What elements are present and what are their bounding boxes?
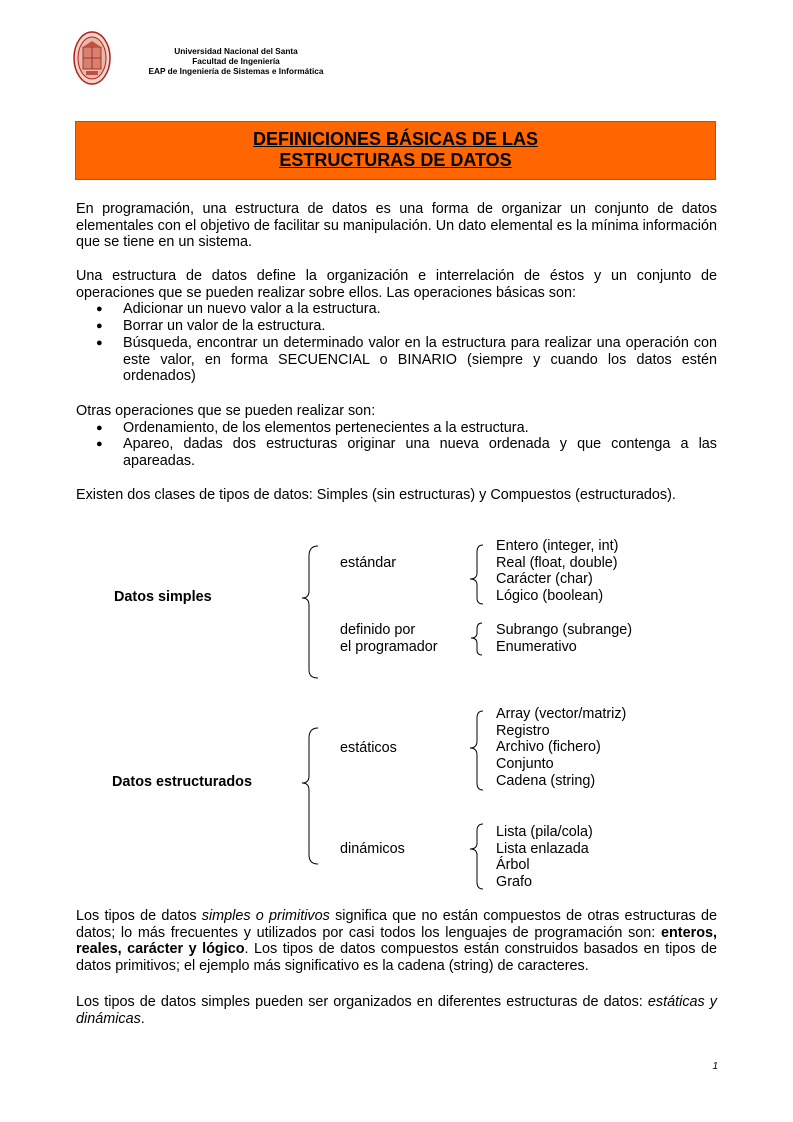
user-defined-types-list (496, 622, 632, 655)
label-user-defined-line-1: definido por (340, 622, 416, 638)
paragraph-primitive-types (76, 908, 717, 975)
label-static: estáticos (340, 740, 397, 756)
text-run: Los tipos de datos simples pueden ser organizados en diferentes estructuras de datos: (76, 994, 648, 1010)
text-run: . Los tipos de datos compuestos están construidos basados en tipos de datos primitivos; el ejemplo más significativo es la cadena (string) de caracteres. (76, 941, 717, 975)
list-item: Grafo (496, 874, 532, 891)
label-user-defined-line-2: el programador (340, 638, 438, 655)
label-user-defined (340, 622, 438, 655)
list-item: Subrango (subrange) (496, 622, 633, 638)
paragraph-other-operations-text: Otras operaciones que se pueden realizar son: (76, 403, 376, 419)
list-item: Árbol (496, 857, 530, 874)
dynamic-types-list (496, 824, 593, 891)
label-simple-data: Datos simples (114, 589, 212, 605)
faculty-name: Facultad de Ingeniería (192, 56, 280, 66)
title-line-1: DEFINICIONES BÁSICAS DE LAS (252, 129, 539, 149)
label-standard: estándar (340, 555, 397, 571)
list-item: Conjunto (496, 756, 554, 773)
standard-types-list (496, 538, 618, 605)
text-run-italic: estáticas y dinámicas (76, 994, 718, 1027)
paragraph-organization (76, 994, 717, 1027)
list-item: Lista enlazada (496, 840, 589, 857)
paragraph-intro: En programación, una estructura de datos es una forma de organizar un conjunto de datos elementales con el objetivo de facilitar su manipulación. Un dato elemental es la mínima información que se tiene en un sistema. (76, 201, 717, 251)
list-item: ● Ordenamiento, de los elementos pertenecientes a la estructura. (76, 420, 717, 437)
list-item: ● Adicionar un nuevo valor a la estructura. (76, 301, 717, 318)
list-item: Registro (496, 722, 550, 739)
text-run: Los tipos de datos (76, 908, 202, 924)
list-item: Carácter (char) (496, 571, 593, 588)
label-structured-data: Datos estructurados (112, 774, 252, 790)
list-item: Entero (integer, int) (496, 538, 619, 554)
label-dynamic: dinámicos (340, 841, 405, 857)
school-name: EAP de Ingeniería de Sistemas e Informática (148, 66, 324, 76)
page-number: 1 (712, 1061, 718, 1072)
list-item: Enumerativo (496, 638, 577, 655)
list-item: Lista (pila/cola) (496, 824, 593, 840)
paragraph-data-types: Existen dos clases de tipos de datos: Simples (sin estructuras) y Compuestos (estructurados). (76, 487, 676, 503)
list-item: Array (vector/matriz) (496, 706, 627, 722)
brace-static (470, 711, 483, 790)
list-item: ● Apareo, dadas dos estructuras originar una nueva ordenada y que contenga a las apareadas. (76, 436, 717, 469)
brace-structured (302, 728, 318, 864)
list-item: Cadena (string) (496, 772, 596, 789)
brace-dynamic (470, 824, 483, 889)
list-item: Archivo (fichero) (496, 739, 601, 756)
list-item: ● Borrar un valor de la estructura. (76, 318, 717, 335)
static-types-list (496, 706, 626, 790)
paragraph-operations-text: Una estructura de datos define la organización e interrelación de éstos y un conjunto de operaciones que se pueden realizar sobre ellos. Las operaciones básicas son: (76, 268, 717, 301)
brace-simple (302, 546, 318, 678)
list-item: Real (float, double) (496, 554, 618, 571)
text-run: . (140, 1010, 145, 1027)
brace-standard (470, 545, 483, 604)
university-name: Universidad Nacional del Santa (174, 46, 298, 56)
text-run: significa que no están compuestos de otras estructuras de datos; lo más frecuentes y utilizados por casi todos los lenguajes de programación son: (76, 908, 717, 941)
list-item: ● Búsqueda, encontrar un determinado valor en la estructura para realizar una operación con este valor, en forma SECUENCIAL o BINARIO (siempre y cuando los datos estén ordenados) (76, 335, 717, 385)
text-run-italic: simples o primitivos (201, 908, 330, 924)
brace-user-defined (471, 623, 482, 655)
list-item: Lógico (boolean) (496, 588, 604, 605)
text-run-bold: enteros, reales, carácter y lógico (76, 924, 717, 958)
title-line-2: ESTRUCTURAS DE DATOS (279, 150, 512, 170)
